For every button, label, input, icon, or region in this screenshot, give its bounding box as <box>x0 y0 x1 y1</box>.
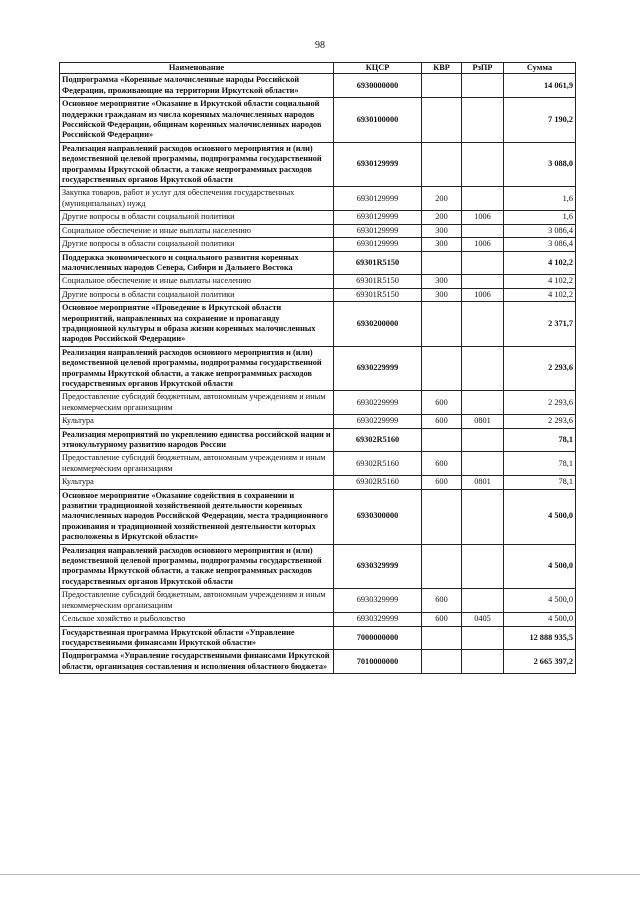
cell-rzpr <box>462 142 504 187</box>
cell-sum: 2 371,7 <box>504 302 576 347</box>
cell-rzpr <box>462 452 504 476</box>
table-row <box>60 452 576 476</box>
cell-kvr: 300 <box>422 288 462 301</box>
table-row <box>60 275 576 288</box>
cell-sum: 4 500,0 <box>504 613 576 626</box>
cell-sum: 78,1 <box>504 476 576 489</box>
table-row <box>60 238 576 251</box>
table-row <box>60 391 576 415</box>
table-row <box>60 650 576 674</box>
cell-kcsr: 7000000000 <box>334 626 422 650</box>
table-row <box>60 589 576 613</box>
cell-kcsr: 69302R5160 <box>334 476 422 489</box>
table-row <box>60 288 576 301</box>
cell-kvr: 300 <box>422 224 462 237</box>
cell-name: Социальное обеспечение и иные выплаты населению <box>60 224 334 237</box>
cell-kvr <box>422 489 462 544</box>
cell-kcsr: 69301R5150 <box>334 275 422 288</box>
cell-kcsr: 69302R5160 <box>334 452 422 476</box>
cell-kvr: 600 <box>422 613 462 626</box>
cell-kcsr: 6930129999 <box>334 224 422 237</box>
cell-sum: 2 293,6 <box>504 346 576 391</box>
cell-sum: 4 102,2 <box>504 288 576 301</box>
table-row <box>60 489 576 544</box>
cell-rzpr <box>462 98 504 143</box>
cell-name: Предоставление субсидий бюджетным, автономным учреждениям и иным некоммерческим организациям <box>60 589 334 613</box>
cell-name: Основное мероприятие «Оказание в Иркутской области социальной поддержки гражданам из числа коренных малочисленных народов Российской Федерации, общинам коренных малочисленных народов Российской Федерации» <box>60 98 334 143</box>
cell-kcsr: 6930129999 <box>334 187 422 211</box>
table-row <box>60 415 576 428</box>
cell-kvr <box>422 74 462 98</box>
header-name: Наименование <box>60 63 334 74</box>
cell-rzpr: 1006 <box>462 288 504 301</box>
cell-kcsr: 6930129999 <box>334 142 422 187</box>
cell-rzpr <box>462 74 504 98</box>
cell-sum: 78,1 <box>504 428 576 452</box>
cell-rzpr <box>462 391 504 415</box>
cell-kvr <box>422 302 462 347</box>
cell-name: Другие вопросы в области социальной политики <box>60 211 334 224</box>
table-header-row <box>60 63 576 74</box>
table-row <box>60 74 576 98</box>
budget-table <box>59 62 576 674</box>
cell-kcsr: 6930129999 <box>334 238 422 251</box>
cell-sum: 1,6 <box>504 211 576 224</box>
cell-kcsr: 69302R5160 <box>334 428 422 452</box>
cell-kcsr: 6930229999 <box>334 415 422 428</box>
cell-kcsr: 6930329999 <box>334 544 422 589</box>
cell-rzpr <box>462 626 504 650</box>
cell-kcsr: 6930000000 <box>334 74 422 98</box>
page-bottom-divider <box>0 874 640 875</box>
table-row <box>60 346 576 391</box>
cell-name: Социальное обеспечение и иные выплаты населению <box>60 275 334 288</box>
cell-sum: 78,1 <box>504 452 576 476</box>
cell-name: Основное мероприятие «Оказание содействия в сохранении и развитии традиционной хозяйственной деятельности коренных малочисленных народов Российской Федерации, места традиционного проживания и традиционной хозяйственной деятельности которых расположены в Иркутской области» <box>60 489 334 544</box>
cell-rzpr <box>462 489 504 544</box>
cell-kcsr: 6930329999 <box>334 589 422 613</box>
cell-rzpr <box>462 346 504 391</box>
cell-kvr: 600 <box>422 415 462 428</box>
header-kcsr: КЦСР <box>334 63 422 74</box>
cell-name: Закупка товаров, работ и услуг для обеспечения государственных (муниципальных) нужд <box>60 187 334 211</box>
table-row <box>60 187 576 211</box>
cell-rzpr <box>462 302 504 347</box>
cell-name: Основное мероприятие «Проведение в Иркутской области мероприятий, направленных на сохранение и пропаганду традиционной культуры и образа жизни коренных малочисленных народов Российской Федерации» <box>60 302 334 347</box>
header-sum: Сумма <box>504 63 576 74</box>
cell-sum: 3 086,4 <box>504 238 576 251</box>
table-row <box>60 211 576 224</box>
cell-name: Реализация мероприятий по укреплению единства российской нации и этнокультурному развитию народов России <box>60 428 334 452</box>
cell-name: Культура <box>60 415 334 428</box>
table-row <box>60 544 576 589</box>
cell-kcsr: 6930129999 <box>334 211 422 224</box>
cell-kvr <box>422 251 462 275</box>
table-row <box>60 626 576 650</box>
cell-name: Предоставление субсидий бюджетным, автономным учреждениям и иным некоммерческим организациям <box>60 391 334 415</box>
cell-kvr: 200 <box>422 187 462 211</box>
cell-sum: 7 190,2 <box>504 98 576 143</box>
cell-kvr: 600 <box>422 452 462 476</box>
table-row <box>60 142 576 187</box>
cell-kcsr: 6930200000 <box>334 302 422 347</box>
cell-name: Государственная программа Иркутской области «Управление государственными финансами Иркутской области» <box>60 626 334 650</box>
cell-name: Реализация направлений расходов основного мероприятия и (или) ведомственной целевой программы, подпрограммы государственной программы Иркутской области, а также непрограммных расходов государственных органов Иркутской области <box>60 142 334 187</box>
cell-sum: 2 665 397,2 <box>504 650 576 674</box>
cell-kcsr: 6930300000 <box>334 489 422 544</box>
page-number: 98 <box>315 40 325 51</box>
cell-sum: 4 500,0 <box>504 489 576 544</box>
cell-kvr: 200 <box>422 211 462 224</box>
cell-rzpr <box>462 650 504 674</box>
cell-kvr <box>422 650 462 674</box>
cell-kcsr: 69301R5150 <box>334 288 422 301</box>
cell-kvr <box>422 142 462 187</box>
cell-rzpr <box>462 251 504 275</box>
cell-name: Культура <box>60 476 334 489</box>
header-rzpr: РзПР <box>462 63 504 74</box>
header-kvr: КВР <box>422 63 462 74</box>
cell-sum: 4 500,0 <box>504 589 576 613</box>
cell-sum: 2 293,6 <box>504 415 576 428</box>
cell-kvr <box>422 98 462 143</box>
cell-sum: 4 102,2 <box>504 251 576 275</box>
cell-kcsr: 6930329999 <box>334 613 422 626</box>
cell-name: Подпрограмма «Коренные малочисленные народы Российской Федерации, проживающие на территории Иркутской области» <box>60 74 334 98</box>
cell-kcsr: 6930229999 <box>334 391 422 415</box>
cell-rzpr <box>462 589 504 613</box>
cell-sum: 1,6 <box>504 187 576 211</box>
cell-kvr <box>422 428 462 452</box>
cell-rzpr <box>462 428 504 452</box>
cell-rzpr: 1006 <box>462 238 504 251</box>
cell-kvr <box>422 626 462 650</box>
cell-rzpr <box>462 187 504 211</box>
table-row <box>60 476 576 489</box>
cell-kvr: 600 <box>422 589 462 613</box>
cell-name: Предоставление субсидий бюджетным, автономным учреждениям и иным некоммерческим организациям <box>60 452 334 476</box>
cell-rzpr: 0801 <box>462 476 504 489</box>
table-row <box>60 302 576 347</box>
table-row <box>60 613 576 626</box>
cell-sum: 3 088,0 <box>504 142 576 187</box>
cell-sum: 4 102,2 <box>504 275 576 288</box>
cell-rzpr: 1006 <box>462 211 504 224</box>
cell-name: Подпрограмма «Управление государственными финансами Иркутской области, организация составления и исполнения областного бюджета» <box>60 650 334 674</box>
table-row <box>60 251 576 275</box>
cell-rzpr: 0405 <box>462 613 504 626</box>
cell-name: Реализация направлений расходов основного мероприятия и (или) ведомственной целевой программы, подпрограммы государственной программы Иркутской области, а также непрограммных расходов государственных органов Иркутской области <box>60 346 334 391</box>
cell-sum: 12 888 935,5 <box>504 626 576 650</box>
cell-kvr <box>422 346 462 391</box>
cell-sum: 14 061,9 <box>504 74 576 98</box>
cell-kcsr: 69301R5150 <box>334 251 422 275</box>
cell-kcsr: 7010000000 <box>334 650 422 674</box>
table-row <box>60 224 576 237</box>
cell-kvr: 600 <box>422 391 462 415</box>
cell-kvr: 300 <box>422 238 462 251</box>
cell-kvr <box>422 544 462 589</box>
table-row <box>60 428 576 452</box>
cell-rzpr <box>462 544 504 589</box>
table-body <box>60 74 576 674</box>
cell-name: Другие вопросы в области социальной политики <box>60 238 334 251</box>
cell-kvr: 300 <box>422 275 462 288</box>
cell-name: Реализация направлений расходов основного мероприятия и (или) ведомственной целевой программы, подпрограммы государственной программы Иркутской области, а также непрограммных расходов государственных органов Иркутской области <box>60 544 334 589</box>
cell-name: Сельское хозяйство и рыболовство <box>60 613 334 626</box>
cell-sum: 4 500,0 <box>504 544 576 589</box>
cell-kvr: 600 <box>422 476 462 489</box>
cell-rzpr <box>462 224 504 237</box>
cell-rzpr <box>462 275 504 288</box>
cell-sum: 2 293,6 <box>504 391 576 415</box>
cell-kcsr: 6930229999 <box>334 346 422 391</box>
cell-kcsr: 6930100000 <box>334 98 422 143</box>
cell-sum: 3 086,4 <box>504 224 576 237</box>
table-row <box>60 98 576 143</box>
cell-rzpr: 0801 <box>462 415 504 428</box>
cell-name: Другие вопросы в области социальной политики <box>60 288 334 301</box>
cell-name: Поддержка экономического и социального развития коренных малочисленных народов Севера, Сибири и Дальнего Востока <box>60 251 334 275</box>
